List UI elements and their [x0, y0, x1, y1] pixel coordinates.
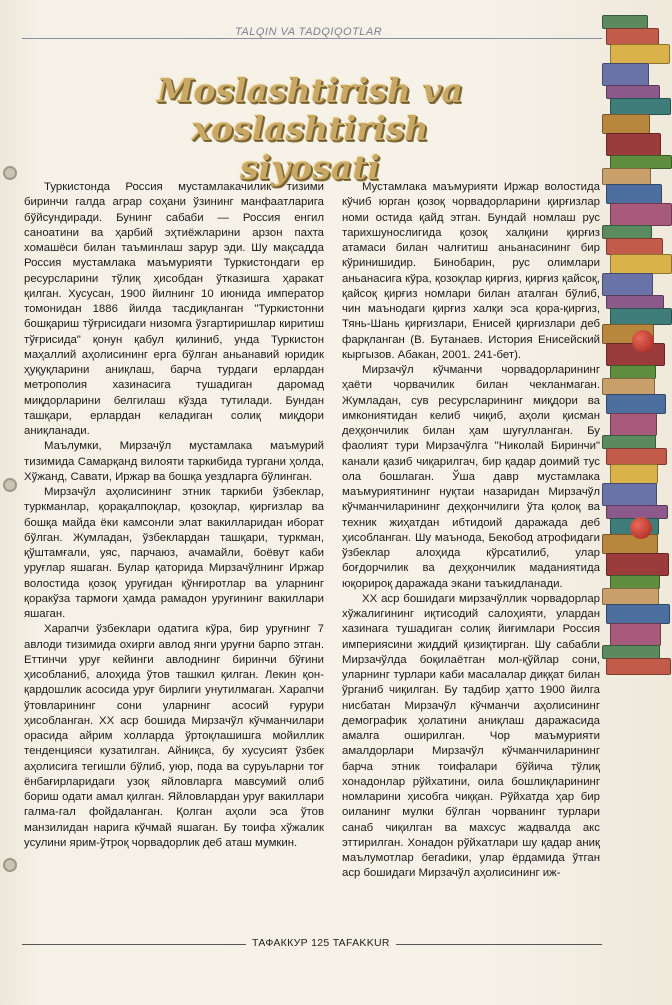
title-line-2: siyosati: [239, 148, 381, 187]
book: [602, 645, 660, 659]
book: [606, 28, 659, 45]
book: [602, 534, 658, 554]
book: [602, 63, 649, 86]
page-number: ТАФАККУР 125 TAFAKKUR: [246, 937, 396, 949]
book: [602, 168, 651, 185]
book: [602, 378, 655, 395]
title-line-1: Moslashtirish va xoslashtirish: [157, 71, 463, 148]
paragraph: Мирзачўл аҳолисининг этник таркиби ўзбеклар, туркманлар, қорақалпоқлар, қозоқлар, қирғизлар ва бошқа майда ёки камсонли элат вакилларидан иборат бўлган. Жумладан, ўзбеклардан ташқари, туркман, қўштамғали, уяс, парчаюз, ачамайли, боёвут каби уруғлар яшаган. Булар қаторида Мирзачўлнинг Иржар волостида қозоқ уруғидан қўнғиротлар ва уларнинг қоракўза тармоғи ҳамда рамадон уруғининг вакиллари яшаган.: [24, 486, 324, 620]
book: [602, 15, 648, 29]
book: [602, 435, 656, 449]
book: [610, 98, 671, 115]
book: [602, 273, 653, 296]
book: [602, 588, 659, 605]
paragraph: Харапчи ўзбеклари одатига кўра, бир уруғнинг 7 авлоди тизимида охирги авлод янги уруғни барпо этган. Еттинчи уруғ кейинги авлоднинг биринчи бўғини ҳисобланиб, алоҳида ўтов ташкил қилган. Лекин қон-қардошлик асосида уруғ бирлиги унутилмаган. Харапчи ўтовларининг сони уларнинг асосий ғурури ҳисобланган. XX аср бошида Мирзачўл кўчманчилари орасида айрим холларда ўртоқлашишга мойиллик тенденцияси кузатилган. Айниқса, бу хусусият ўзбек аҳолисига тегишли бўлиб, уюр, пода ва суруьларни тоғ ёнбағирларидаги узоқ яйловларга мавсумий олиб бориш одати амал қилган. Яйловлардан уруғ вакиллари галма-гал фойдаланган. Қолган аҳоли эса ўтов манзилидан нарига кўчмай яшаган. Бу тоифа хўжалик усулини ярим-ўтроқ чорвадорлик деб аташ мумкин.: [24, 623, 324, 849]
book: [606, 394, 666, 414]
book: [610, 413, 657, 436]
paragraph: Мирзачўл кўчманчи чорвадорларининг ҳаёти чорвачилик билан чекланмаган. Жумладан, сув ресурсларининг миқдори ва имкониятидан келиб чиқиб, аҳоли қисман деҳқончилик билан ҳам шуғулланган. Бу фаолият тури Мирзачўлга "Николай Биринчи" канали қазиб чиқарилгач, бир қадар доимий тус ола бошлаган. Ўша давр мустамлака маъмуриятининг нуқтаи назаридан Мирзачўл кўчманчиларининг деҳқончилиги ўта қолоқ ва техник жиҳатдан ибтидоий даражада деб ҳисобланган. Шу маънода, Бекобод атрофидаги ўзбеклар алоҳида кўрсатилиб, улар боғдорчилик ва деҳқончилик маданиятида юқорироқ даражада экани таъкидланади.: [342, 364, 600, 590]
book: [606, 604, 670, 624]
book-stack-illustration: [602, 15, 672, 675]
book: [610, 44, 670, 64]
book: [610, 203, 672, 226]
book: [606, 553, 669, 576]
book: [602, 483, 657, 506]
section-label: TALQIN VA TADQIQOTLAR: [227, 26, 390, 38]
book: [606, 133, 661, 156]
paragraph: Мустамлака маъмурияти Иржар волостида кўчиб юрган қозоқ чорвадорларини қирғизлар номи остида қайд этган. Бундай номлаш рус тарихшунослигида қозоқ халқини қирғиз атамаси билан чалғитиш аньанасининг бир кўринишидир. Бинобарин, рус олимлари аньанасига кўра, қозоқлар қирғиз, қирғиз қайсоқ, қайсоқ қирғиз номлари билан аталган бўлиб, чин маънодаги қирғиз халқи эса қора-қирғиз, Тянь-Шань қирғизлари, Енисей қирғизлари деб фарқланган (В. Бутанаев. История Енисейский кыргызов. Абакан, 2001. 241-бет).: [342, 181, 600, 361]
article-title: [40, 72, 580, 188]
book: [606, 184, 662, 204]
book: [610, 464, 658, 484]
book: [606, 85, 660, 99]
book: [606, 238, 663, 255]
book: [606, 658, 671, 675]
page-footer: [22, 937, 602, 953]
paragraph: XX аср бошидаги мирзачўллик чорвадорлар хўжалигининг иқтисодий салоҳияти, улардан хазинага тушадиган солиқ йиғимлари Россия империясини жиддий қизиқтирган. Шу сабабли Мирзачўлда боқилаётган мол-қўйлар сони, уларнинг турлари каби масалалар диққат билан ўрганиб чиқилган. Бу тадбир ҳатто 1900 йилга нисбатан Мирзачўл кўчманчи аҳолисининг демографик ҳолатини аниқлаш даражасида амалга оширилган. Чор маъмурияти амалдорлари Мирзачўл кўчманчиларининг барча этник тоифалари бўйича тўлиқ хонадонлар рўйхатини, оила бошлиқларининг номларини ҳисобга чиққан. Рўйхатда ҳар бир оиланинг мулки бўлган чорванинг турлари санаб чиқилган ва махсус жадвалда акс эттирилган. Хонадон рўйхатлари шу қадар аниқ маълумотлар беradики, улар ёрдамида ўтган аср бошидаги Мирзачўл аҳолисининг иж-: [342, 592, 600, 880]
book: [610, 623, 661, 646]
header-rule: [22, 38, 602, 39]
book: [610, 254, 672, 274]
binder-hole: [3, 858, 17, 872]
book: [610, 575, 660, 589]
right-column: [342, 180, 600, 882]
binder-hole: [3, 478, 17, 492]
binder-hole: [3, 166, 17, 180]
paragraph: Маълумки, Мирзачўл мустамлака маъмурий тизимида Самарқанд вилояти таркибида тургани ҳолда, Хўжанд, Савати, Иржар ва бошқа уездларга бўлинган.: [24, 440, 324, 483]
book: [610, 155, 672, 169]
paragraph: Туркистонда Россия мустамлакачилик тизими биринчи галда аграр соҳани ўзининг манфаатларига бўйсундиради. Бунинг сабаби — Россия енгил саноатини ва ҳарбий эҳтиёжларини арзон пахта хомашёси билан таъминлаш зарур эди. Шу мақсадда Россия мустамлака маъмурияти Туркистондаги ер ресурсларини тўлиқ ҳисобдан ўтказишга ҳаракат қилган. Хусусан, 1900 йилнинг 10 июнида император томонидан 1886 йилда тасдиқланган "Туркистонни бошқариш тўғрисидаги низомга ўзгартиришлар киритиш тўғрисида" қонун қабул қилиниб, унда Туркистон маҳаллий аҳолисининг ерга бўлган аньанавий юридик ҳуқуқларини аниқлаш, барча турдаги ерлардан метрополия хазинасига тушадиган даромад миқдорларини белгилаш кўзда тутилади. Бундан ташқари, ерлардан келадиган солиқ миқдори аниқланади.: [24, 181, 324, 437]
book: [610, 308, 672, 325]
left-column: [24, 180, 324, 851]
apple-icon: [630, 517, 652, 539]
book: [606, 295, 664, 309]
book: [602, 225, 652, 239]
book: [606, 448, 667, 465]
book: [610, 365, 656, 379]
apple-icon: [632, 330, 654, 352]
running-header: [22, 26, 602, 42]
book: [602, 114, 650, 134]
